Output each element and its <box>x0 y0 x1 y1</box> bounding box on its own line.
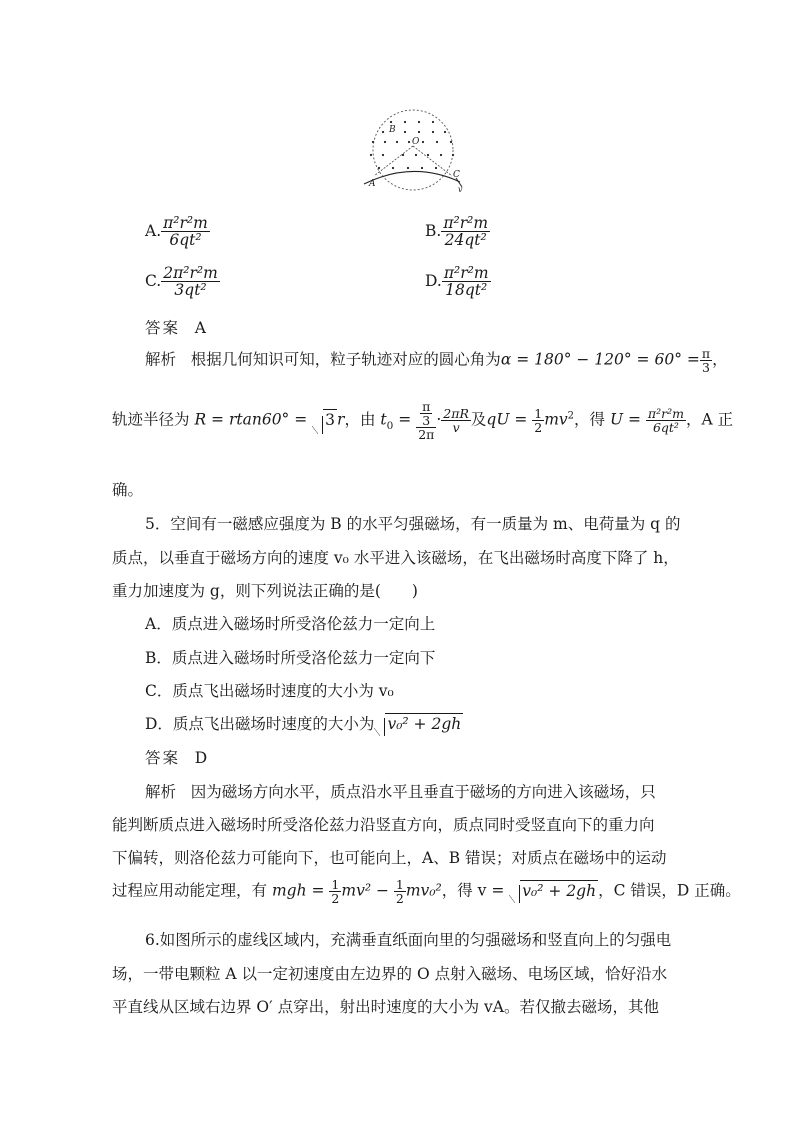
q4-analysis-line-2: 轨迹半径为 R = rtan60° = 3 r，由 $t_0$ = $\frac{\frac{\pi}{3}}{2\pi}$ · $\frac{2\pi R}{v}$ 及qU = $\frac{1}{2}$ $mv^2$，得 U = $\frac{\text{π²r²m}}{\text{6qt²}}$ ，A 正 <box>112 399 734 443</box>
q5-answer: 答案 D <box>145 749 208 767</box>
q6-stem-line-3: 平直线从区域右边界 O′ 点穿出，射出时速度的大小为 vA。若仅撤去磁场，其他 <box>112 998 659 1016</box>
label-O: O <box>412 137 420 147</box>
q6-stem-line-1: 6.如图所示的虚线区域内，充满垂直纸面向里的匀强磁场和竖直向上的匀强电 <box>145 931 672 949</box>
q5-option-A: A．质点进入磁场时所受洛伦兹力一定向上 <box>145 615 436 633</box>
q4-option-B: B. $\frac{\text{π²r²m}}{\text{24qt²}}$ <box>425 214 489 250</box>
field-boundary-circle <box>373 110 453 190</box>
label-B: B <box>389 125 396 135</box>
q4-option-A: A. $\frac{\text{π²r²m}}{\text{6qt²}}$ <box>145 214 208 250</box>
q5-option-B: B．质点进入磁场时所受洛伦兹力一定向下 <box>145 649 436 667</box>
q4-answer: 答案 A <box>145 319 206 337</box>
label-A: A <box>369 179 376 189</box>
q4-analysis-line-1: 解析 根据几何知识可知，粒子轨迹对应的圆心角为α = 180° − 120° = 60° = $\frac{\pi}{3}$ ， <box>145 346 728 376</box>
magnetic-field-figure <box>358 108 468 193</box>
q6-stem-line-2: 场，一带电颗粒 A 以一定初速度由左边界的 O 点射入磁场、电场区域，恰好沿水 <box>112 965 668 983</box>
q5-stem-line-2: 质点，以垂直于磁场方向的速度 v₀ 水平进入该磁场，在飞出磁场时高度下降了 h， <box>112 549 679 567</box>
q5-analysis-line-1: 解析 因为磁场方向水平，质点沿水平且垂直于磁场的方向进入该磁场，只 <box>145 783 656 801</box>
q5-stem-line-3: 重力加速度为 g，则下列说法正确的是( ) <box>112 582 418 600</box>
q5-option-C: C．质点飞出磁场时速度的大小为 v₀ <box>145 682 394 700</box>
q4-option-D: D. $\frac{\text{π²r²m}}{\text{18qt²}}$ <box>425 264 489 300</box>
q4-analysis-line-3: 确。 <box>112 481 144 499</box>
q5-analysis-line-4: 过程应用动能定理，有 mgh = $\frac{1}{2}$ mv² − $\frac{1}{2}$ mv₀²，得 v = v₀² + 2gh ，C 错误，D 正确。 <box>112 877 741 907</box>
label-v: v <box>458 185 463 193</box>
q5-stem-line-1: 5．空间有一磁感应强度为 B 的水平匀强磁场，有一质量为 m、电荷量为 q 的 <box>145 515 681 533</box>
q5-analysis-line-2: 能判断质点进入磁场时所受洛伦兹力沿竖直方向，质点同时受竖直向下的重力向 <box>112 816 655 834</box>
q5-analysis-line-3: 下偏转，则洛伦兹力可能向下，也可能向上，A、B 错误；对质点在磁场中的运动 <box>112 849 667 867</box>
q4-option-C: C. $\frac{\text{2π²r²m}}{\text{3qt²}}$ <box>145 264 218 300</box>
q5-option-D: D．质点飞出磁场时速度的大小为 v₀² + 2gh <box>145 715 462 733</box>
label-C: C <box>453 170 460 180</box>
